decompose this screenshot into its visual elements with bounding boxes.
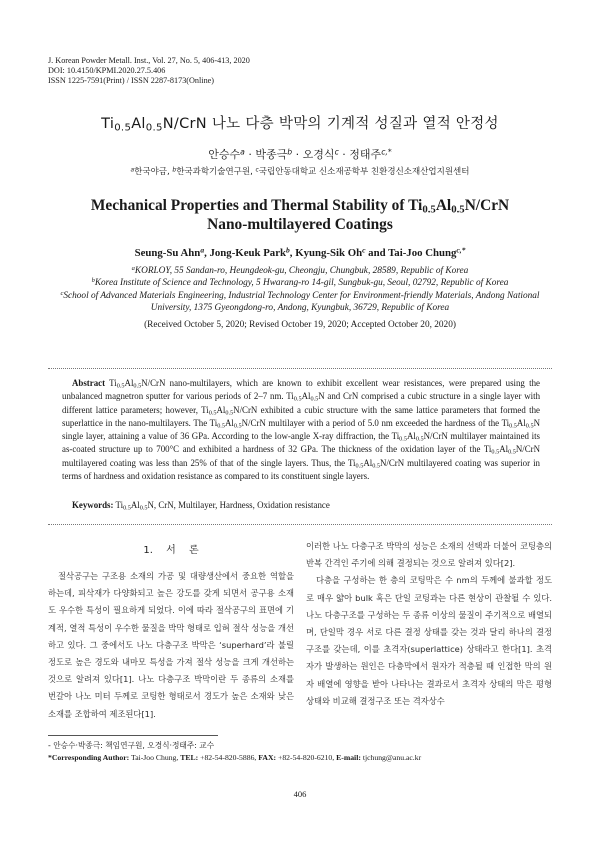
subscript: 0.5 [422, 203, 436, 216]
footnote-text: +82-54-820-5886, [200, 753, 257, 762]
journal-info [48, 56, 250, 87]
subscript: 0.5 [525, 422, 534, 430]
footnote-label: E-mail: [336, 753, 361, 762]
f: Al [124, 378, 134, 388]
subscript: 0.5 [399, 435, 407, 443]
english-title [0, 196, 600, 234]
journal-doi: DOI: 10.4150/KPMI.2020.27.5.406 [48, 66, 166, 76]
abstract-text: N/CrN nano-multilayers, which are known to exhibit excellent wear resistances, were prepared using the unbalanced magnetron sputter for various periods of 2–7 nm. [62, 378, 540, 402]
korean-author: 안승수 [208, 148, 241, 161]
f: Ti [209, 417, 218, 428]
affiliation-mark: a [131, 265, 135, 273]
subscript: 0.5 [293, 395, 302, 403]
f: Al [301, 391, 311, 402]
affiliation-b [40, 277, 560, 289]
paragraph: 다층을 구성하는 한 층의 코팅막은 수 nm의 두께에 불과할 정도로 매우 얇아 bulk 혹은 단일 코팅과는 다른 현상이 관찰될 수 있다. 나노 다층구조를 구성하는 두 종류 이상의 물질이 주기적으로 배열되며, 단일막 경우 서로 다른 결정 상태를 갖는 것과 달리 하나의 결정구조를 갖는데, 이를 초격자(superlattice) 상태라고 한다[1]. 초격자가 발생하는 원인은 다층막에서 원자가 적층될 때 인접한 막의 원자 배열에 영향을 받아 나타나는 결과로서 초격자 상태의 막은 평형 상태와 비교해 결정구조 또는 격자상수 [306, 575, 552, 706]
affiliation-text: KORLOY, 55 Sandan-ro, Heungdeok-gu, Cheongju, Chungbuk, 28589, Republic of Korea [134, 266, 469, 276]
affiliation-text: 한국야금, [134, 167, 173, 177]
subscript: 0.5 [217, 422, 225, 430]
section-heading: 1. 서 론 [143, 545, 199, 556]
title-text: Mechanical Properties and Thermal Stability of Ti [90, 197, 423, 214]
title-al: Al [435, 197, 452, 214]
korean-author: 박종극 [255, 148, 288, 161]
f: Al [499, 444, 509, 455]
english-author: Jong-Keuk Park [209, 247, 286, 259]
subscript: 0.5 [145, 122, 163, 134]
korean-title-text: N/CrN 나노 다층 박막의 기계적 성질과 열적 안정성 [162, 116, 499, 132]
korean-title [0, 112, 600, 133]
affiliation-mark: b [172, 166, 177, 174]
footnote-label: TEL: [180, 753, 199, 762]
subscript: 0.5 [123, 504, 131, 512]
subscript: 0.5 [225, 409, 234, 417]
abstract-text: N single layer, attaining a value of 36 GPa. According to the low-angle X-ray diffraction, the [62, 417, 540, 442]
author-mark: b [287, 147, 293, 157]
f: Ti [115, 500, 124, 510]
english-author: Tai-Joo Chung [388, 247, 457, 259]
paragraph: 이러한 나노 다층구조 박막의 성능은 소재의 선택과 더불어 코팅층의 반복 간격인 주기에 의해 결정되는 것으로 알려져 있다[2]. [306, 541, 552, 569]
f: Al [216, 404, 226, 415]
footnote-label: *Corresponding Author: [48, 753, 130, 762]
abstract-label: Abstract [72, 378, 106, 388]
subscript: 0.5 [355, 462, 364, 470]
subscript: 0.5 [491, 449, 500, 457]
english-title-line2: Nano-multilayered Coatings [207, 216, 393, 233]
author-mark: c [334, 147, 339, 157]
korean-author: 정태주 [349, 148, 382, 161]
affiliation-mark: c [255, 166, 259, 174]
f: Ti [286, 391, 294, 402]
affiliation-mark: a [130, 166, 135, 174]
keywords-label: Keywords: [72, 500, 114, 510]
korean-title-ti: Ti [101, 116, 115, 132]
author-mark: c [362, 245, 366, 255]
f: Ti [391, 431, 400, 442]
korean-authors: 안승수$^a$ · 박종극$^b$ · 오경식$^c$ · 정태주$^{c,*}$ [208, 147, 392, 161]
affiliation-mark: b [91, 277, 95, 285]
f: Al [406, 431, 416, 442]
abstract-text: N/CrN multilayered coating was superior in terms of hardness and oxidation resistance as compared to its constituent single layers. [62, 457, 540, 482]
abstract-text: N/CrN multilayer with a period of 5.0 nm exceeded the hardness of the [241, 417, 500, 428]
abstract-text: N and CrN comprised a cubic structure in a single layer with different lattice parameters; however, [62, 391, 541, 415]
received-dates: (Received October 5, 2020; Revised October 19, 2020; Accepted October 20, 2020) [144, 320, 456, 330]
footnote-rule [48, 735, 218, 736]
author-mark: b [286, 245, 290, 255]
affiliation-text: 한국과학기술연구원, [176, 167, 256, 177]
f: Al [516, 417, 526, 428]
journal-citation: J. Korean Powder Metall. Inst., Vol. 27, No. 5, 406-413, 2020 [48, 56, 250, 65]
f: Al [363, 457, 373, 468]
affiliation-text: School of Advanced Materials Engineering, Industrial Technology Center for Environment-friendly Materials, Andong National University, 1375 Gyeongdong-ro, Andong, Kyungbuk, 36729, Republic of Korea [63, 290, 540, 313]
body-right-column [306, 538, 552, 710]
footnote-text: Tai-Joo Chung, [131, 753, 179, 762]
footnote-label: FAX: [258, 753, 277, 762]
f: Ti [347, 457, 356, 468]
journal-issn: ISSN 1225-7591(Print) / ISSN 2287-8173(Online) [48, 76, 215, 86]
abstract-text: N/CrN exhibited a cubic structure with the same lattice parameters that formed the superlattice in the nano-multilayers. The [62, 404, 540, 428]
subscript: 0.5 [372, 462, 380, 470]
f: Ti [483, 444, 492, 455]
paragraph: 절삭공구는 구조용 소재의 가공 및 대량생산에서 중요한 역할을 하는데, 피삭재가 다양화되고 높은 강도를 갖게 되면서 공구용 소재도 우수한 특성이 필요하게 되었다. 이에 따라 절삭공구의 표면에 기계적, 열적 특성이 우수한 물질을 박막 형태로 입혀 절삭 성능을 개선하고 있다. 그 중에서도 나노 다층구조 박막은 ‘superhard’라 불릴 정도로 높은 경도와 내마모 특성을 가져 절삭 성능을 크게 개선하는 것으로 알려져 있다[1]. 나노 다층구조 박막이란 두 종류의 소재를 번갈아 나노 미터 두께로 코팅한 형태로서 경도가 높은 소재와 낮은 소재를 조합하여 제조된다[1]. [48, 571, 294, 719]
f: Ti [201, 404, 209, 415]
subscript: 0.5 [508, 449, 516, 457]
page-number: 406 [293, 789, 307, 799]
subscript: 0.5 [310, 395, 319, 403]
f: Ti [109, 378, 117, 388]
affiliation-text: 국립안동대학교 신소재공학부 친환경신소재산업지원센터 [258, 167, 470, 177]
subscript: 0.5 [415, 435, 424, 443]
subscript: 0.5 [509, 422, 517, 430]
affiliation-text: Korea Institute of Science and Technology, 5 Hwarang-ro 14-gil, Sungbuk-gu, Seoul, 02792, Republic of Korea [94, 278, 509, 289]
subscript: 0.5 [208, 409, 217, 417]
english-authors: Seung-Su Ahn$^a$, Jong-Keuk Park$^b$, Kyung-Sik Oh$^c$ and Tai-Joo Chung$^{c,*}$ [134, 245, 466, 259]
footnote-korean: - 안승수·박종극: 책임연구원, 오경식·정태주: 교수 [48, 741, 215, 750]
english-author: Kyung-Sik Oh [295, 247, 363, 259]
korean-author: 오경식 [302, 148, 335, 161]
f: Al [224, 417, 234, 428]
english-affiliations [40, 265, 560, 314]
subscript: 0.5 [451, 203, 465, 216]
affiliation-mark: c [60, 289, 64, 297]
f: Al [130, 500, 140, 510]
keywords [72, 500, 542, 510]
f: Ti [501, 417, 510, 428]
subscript: 0.5 [133, 382, 142, 390]
author-mark: a [200, 245, 205, 255]
divider-bottom [48, 524, 552, 525]
author-mark: a [240, 147, 245, 157]
subscript: 0.5 [139, 504, 148, 512]
divider-top [48, 368, 552, 369]
affiliation-a [40, 265, 560, 277]
subscript: 0.5 [114, 122, 132, 134]
affiliation-c [40, 290, 560, 315]
email-link[interactable]: tjchung@anu.ac.kr [362, 753, 422, 762]
abstract-text: N/CrN multilayered coating was less than 25% of that of the single layers. Thus, the [62, 444, 541, 468]
korean-title-al: Al [131, 116, 146, 132]
keywords-text: N, CrN, Multilayer, Hardness, Oxidation resistance [147, 500, 330, 510]
english-title-line1 [0, 196, 600, 215]
title-text: N/CrN [464, 197, 510, 214]
subscript: 0.5 [116, 382, 125, 390]
footnote-corresponding [48, 753, 552, 763]
author-mark: c,* [456, 245, 466, 255]
korean-affiliation [0, 165, 600, 177]
english-author: Seung-Su Ahn [134, 247, 201, 259]
author-mark: c,* [381, 147, 392, 157]
footnote-text: +82-54-820-6210, [277, 753, 335, 762]
body-left-column [48, 568, 294, 723]
subscript: 0.5 [233, 422, 242, 430]
abstract-text: N/CrN multilayer maintained its as-coated structure up to 700°C and exhibited a hardness of 32 GPa. The thickness of the oxidation layer of the [62, 431, 540, 455]
abstract [62, 377, 540, 483]
